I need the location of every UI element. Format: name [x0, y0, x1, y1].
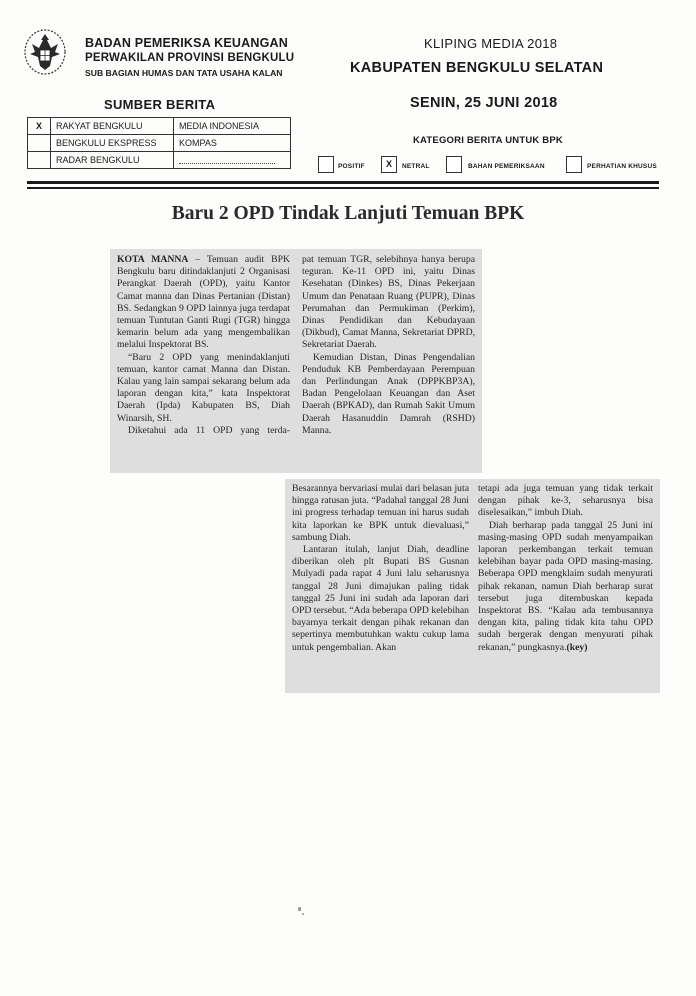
org-subdivision: SUB BAGIAN HUMAS DAN TATA USAHA KALAN: [85, 68, 283, 78]
source-mark: X: [28, 118, 51, 135]
article-paragraph: Lantaran itulah, lanjut Diah, deadline diberikan oleh plt Bupati BS Gusnan Mulyadi pada rapat 4 Juni lalu seharusnya tanggal 28 Juni dimajukan paling tidak tanggal 25 Juni ini sudah ada laporan dari OPD tersebut. “Ada beberapa OPD kelebihan bayarnya terkait dengan pihak rekanan dan sepertinya membutuhkan waktu cukup lama untuk pengembalian. Akan: [292, 544, 470, 653]
region-title: KABUPATEN BENGKULU SELATAN: [350, 60, 604, 76]
kliping-title: KLIPING MEDIA 2018: [424, 36, 558, 51]
article-paragraph: KOTA MANNA – Temuan audit BPK Bengkulu baru ditindaklanjuti 2 Organisasi Perangkat Daerah (OPD), yaitu Kantor Camat manna dan Dinas Pertanian (Distan) BS. Sedangkan 9 OPD lainnya juga terdapat temuan Tuntutan Ganti Rugi (TGR) hingga kemarin belum ada yang mengembalikan melalui Inspektorat BS.: [117, 254, 291, 351]
category-positif-label: POSITIF: [338, 163, 365, 170]
org-name: BADAN PEMERIKSA KEUANGAN: [85, 36, 288, 50]
source-row: [28, 135, 291, 152]
article-paragraph: Diah berharap pada tanggal 25 Juni ini masing-masing OPD sudah menyampaikan laporan perkembangan terkait temuan kelebihan bayar pada OPD masing-masing. Beberapa OPD mengklaim sudah menyurati pihak rekanan, namun Diah berharap surat tersebut juga ditembuskan kepada Inspektorat BS. “Kalau ada tembusannya dengan kita, paling tidak kita tahu OPD sudah bergerak dengan menyurati pihak rekanan,” pungkasnya.(key): [478, 519, 653, 653]
article-column-4: [478, 483, 653, 654]
source-name: RAKYAT BENGKULU: [51, 118, 174, 135]
source-name: MEDIA INDONESIA: [174, 118, 291, 135]
category-bahan-checkbox[interactable]: [446, 156, 462, 173]
source-mark: [28, 135, 51, 152]
article-column-3: [292, 483, 469, 654]
category-netral-label: NETRAL: [402, 163, 430, 170]
source-name: RADAR BENGKULU: [51, 152, 174, 169]
publication-date: SENIN, 25 JUNI 2018: [410, 95, 558, 111]
category-bahan-label: BAHAN PEMERIKSAAN: [468, 163, 545, 170]
scan-speck: [298, 907, 301, 911]
article-paragraph: Diketahui ada 11 OPD yang terda-: [128, 424, 290, 436]
article-column-1: [117, 254, 290, 437]
scan-speck: [302, 913, 304, 915]
article-paragraph: Kemudian Distan, Dinas Pengendalian Penduduk KB Pemberdayaan Perempuan dan Perlindungan Anak (DPPKBP3A), Badan Pengelolaan Keuangan dan Aset Daerah (BPKAD), dan Rumah Sakit Umum Daerah Hasanuddin Damrah (RSHD) Manna.: [302, 351, 475, 436]
article-column-2: [302, 254, 475, 437]
source-name: BENGKULU EKSPRESS: [51, 135, 174, 152]
category-perhatian-label: PERHATIAN KHUSUS: [587, 163, 657, 170]
source-row: [28, 118, 291, 135]
article-paragraph: tetapi ada juga temuan yang tidak terkait dengan pihak ke-3, seharusnya bisa diselesaikan,” imbuh Diah.: [478, 483, 653, 519]
category-netral-checkbox[interactable]: X: [381, 156, 397, 173]
article-paragraph: “Baru 2 OPD yang menindaklanjuti temuan, kantor camat Manna dan Distan. Kalau yang lain sampai sekarang belum ada laporan dengan kita,” kata Inspektorat Daerah (Ipda) Kabupaten BS, Diah Winarsih, SH.: [117, 351, 290, 424]
source-heading: SUMBER BERITA: [104, 97, 216, 112]
category-heading: KATEGORI BERITA UNTUK BPK: [413, 135, 563, 146]
org-branch: PERWAKILAN PROVINSI BENGKULU: [85, 52, 295, 64]
header-rule: [27, 181, 659, 184]
article-headline: Baru 2 OPD Tindak Lanjuti Temuan BPK: [171, 203, 525, 224]
source-row: [28, 152, 291, 169]
category-positif-checkbox[interactable]: [318, 156, 334, 173]
article-paragraph: Besarannya bervariasi mulai dari belasan juta hingga ratusan juta. “Padahal tanggal 28 Juni ini progress terhadap temuan ini harus sudah kita laporkan ke BPK untuk dievaluasi,” sambung Diah.: [292, 483, 469, 543]
article-dateline: KOTA MANNA: [117, 254, 189, 265]
garuda-emblem-icon: [22, 26, 68, 76]
article-signoff: (key): [566, 641, 588, 653]
source-table: [27, 117, 291, 169]
header-rule: [27, 187, 659, 189]
article-paragraph: pat temuan TGR, selebihnya hanya berupa teguran. Ke-11 OPD ini, yaitu Dinas Kesehatan (Dinkes) BS, Dinas Pekerjaan Umum dan Penataan Ruang (PUPR), Dinas Perumahan dan Permukiman (Perkim), Dinas Pendidikan dan Kebudayaan (Dikbud), Camat Manna, Sekretariat DPRD, Sekretariat Daerah.: [302, 254, 475, 351]
source-name: KOMPAS: [174, 135, 291, 152]
category-perhatian-checkbox[interactable]: [566, 156, 582, 173]
source-blank-line: [174, 152, 291, 169]
source-mark: [28, 152, 51, 169]
